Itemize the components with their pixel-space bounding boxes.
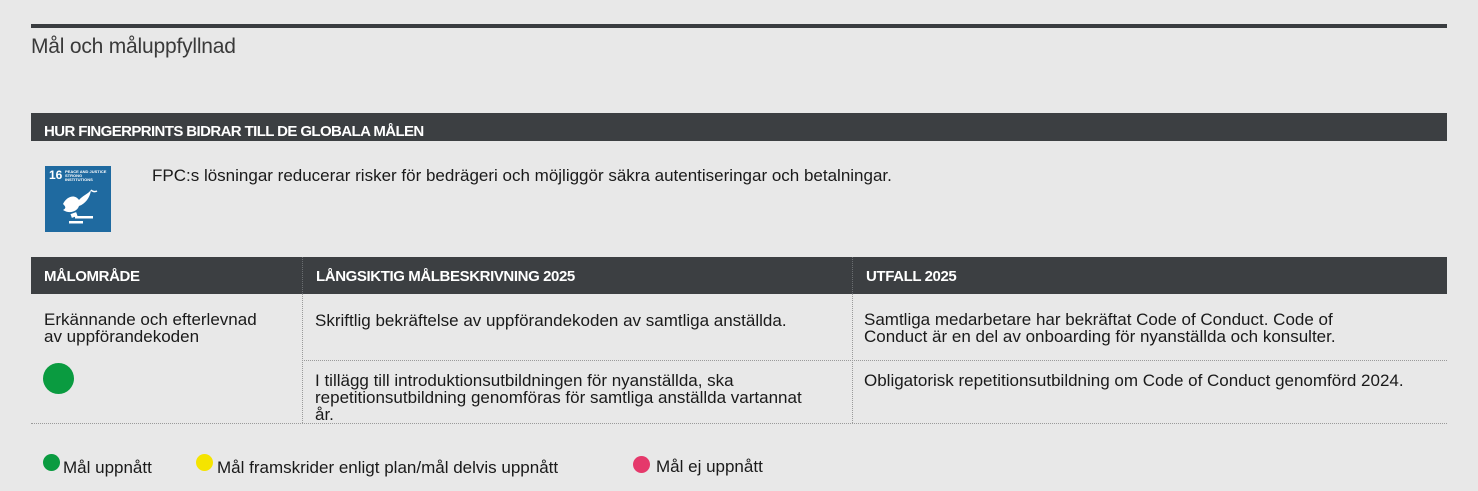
dove-gavel-icon — [55, 186, 101, 228]
goal-description-line3: år. — [315, 405, 334, 424]
area-label-line2: av uppförandekoden — [44, 327, 200, 346]
outcome: Obligatorisk repetitionsutbildning om Code of Conduct genomförd 2024. — [864, 371, 1404, 390]
header-outcome: UTFALL 2025 — [852, 257, 1447, 294]
column-divider — [852, 294, 853, 423]
outcome-line1: Samtliga medarbetare har bekräftat Code of Conduct. Code of — [864, 310, 1333, 329]
goal-description-line2: repetitionsutbildning genomföras för samtliga anställda vartannat — [315, 388, 802, 407]
page-title: Mål och måluppfyllnad — [31, 35, 236, 58]
goal-description: Skriftlig bekräftelse av uppförandekoden av samtliga anställda. — [315, 311, 787, 330]
sdg-goal-number: 16 — [49, 168, 63, 182]
sdg-section-header — [31, 113, 1447, 141]
outcome-line2: Conduct är en del av onboarding för nyanställda och konsulter. — [864, 327, 1336, 346]
legend-label-partial: Mål framskrider enligt plan/mål delvis uppnått — [217, 458, 559, 477]
sdg-goal-16-icon — [45, 166, 111, 232]
row-divider — [302, 360, 1447, 361]
goal-description-line1: I tillägg till introduktionsutbildningen för nyanställda, ska — [315, 371, 734, 390]
red-dot-icon — [633, 456, 650, 473]
row-divider — [31, 423, 1447, 424]
goals-table-header — [31, 257, 1447, 294]
top-rule — [31, 24, 1447, 28]
area-label-line1: Erkännande och efterlevnad — [44, 310, 257, 329]
yellow-dot-icon — [196, 454, 213, 471]
green-dot-icon — [43, 454, 60, 471]
sdg-description: FPC:s lösningar reducerar risker för bedrägeri och möjliggör säkra autentiseringar och betalningar. — [152, 166, 892, 185]
sdg-goal-tile-text: PEACE AND JUSTICE STRONG INSTITUTIONS — [65, 169, 107, 182]
legend-label-achieved: Mål uppnått — [63, 458, 152, 477]
status-achieved-icon — [43, 363, 74, 394]
sdg-section-header-label: HUR FINGERPRINTS BIDRAR TILL DE GLOBALA MÅLEN — [44, 123, 424, 140]
legend-label-not-achieved: Mål ej uppnått — [656, 457, 763, 476]
header-area: MÅLOMRÅDE — [44, 268, 140, 285]
column-divider — [302, 294, 303, 423]
header-long-term: LÅNGSIKTIG MÅLBESKRIVNING 2025 — [302, 257, 852, 294]
